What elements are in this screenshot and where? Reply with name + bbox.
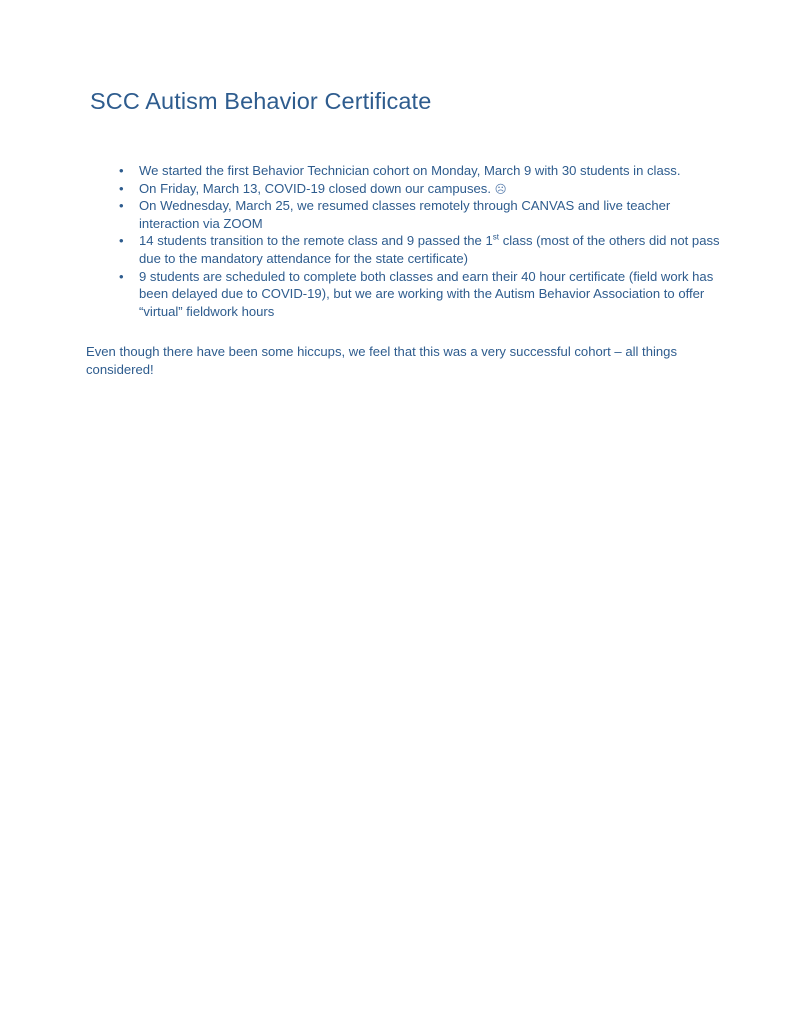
bullet-marker-icon: • [119,180,124,196]
list-item-text [139,197,711,232]
list-item-text [139,232,739,267]
list-item-text-main: 9 students are scheduled to complete both classes and earn their 40 hour certificate (field work has been delayed due to COVID-19), but we are working with the Autism Behavior Association to offer “virtual” fieldwork hours [139,268,714,319]
list-item-text-main: On Wednesday, March 25, we resumed classes remotely through CANVAS and live teacher interaction via ZOOM [139,198,671,231]
list-item-text [139,180,739,198]
list-item-text-main: 14 students transition to the remote class and 9 passed the 1 [139,233,493,249]
list-item [90,232,739,267]
document-body [86,88,720,377]
bullet-marker-icon: • [119,233,124,249]
bullet-list [90,162,720,320]
ordinal-suffix: st [492,233,500,243]
list-item-text [139,268,739,321]
list-item [90,180,739,198]
list-item-text-tail: class (most of the others did not pass due to the mandatory attendance for the state certificate) [139,233,720,266]
list-item [90,268,739,321]
bullet-marker-icon: • [119,198,124,214]
bullet-marker-icon: • [119,163,124,179]
list-item [90,162,739,180]
page-title: SCC Autism Behavior Certificate [90,88,432,114]
list-item-text-main: On Friday, March 13, COVID-19 closed down our campuses. [139,180,495,196]
sad-face-icon: ☹ [494,183,507,196]
list-item [90,197,711,232]
list-item-text-main: We started the first Behavior Technician cohort on Monday, March 9 with 30 students in class. [139,163,681,179]
bullet-marker-icon: • [119,268,124,284]
list-item-text [139,162,739,180]
closing-paragraph: Even though there have been some hiccups, we feel that this was a very successful cohort – all things considered! [86,344,678,377]
